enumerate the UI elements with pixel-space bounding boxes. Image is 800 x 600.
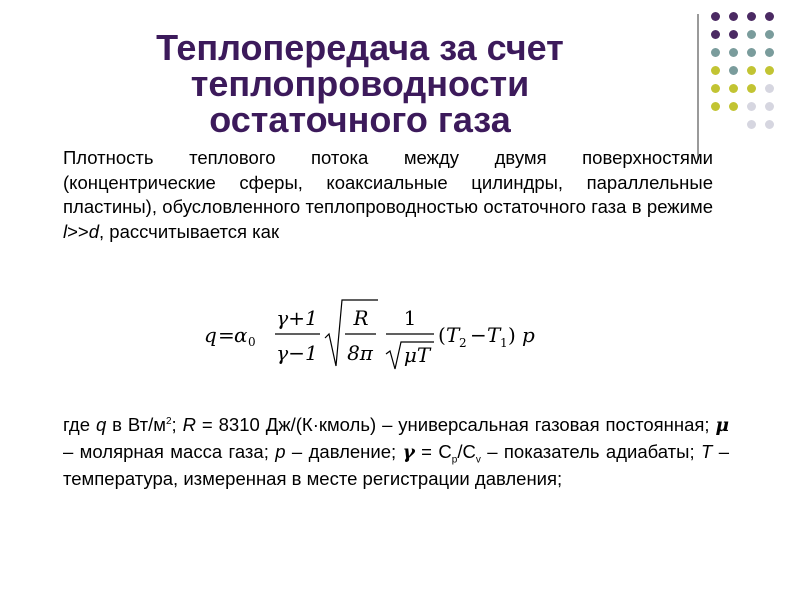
desc-text: ; — [171, 414, 183, 435]
formula-den-8pi: 8π — [347, 341, 373, 365]
formula-paren-close: ) — [508, 323, 516, 347]
desc-subscript-p: p — [451, 454, 458, 466]
decorative-dot — [711, 84, 720, 93]
formula-equals: = — [218, 323, 235, 347]
desc-text: = C — [414, 441, 452, 462]
var-d: d — [88, 220, 100, 242]
decorative-dot — [747, 48, 756, 57]
var-l: l — [63, 220, 68, 242]
decorative-dot — [747, 84, 756, 93]
much-greater-sign: >> — [67, 220, 89, 242]
decorative-dot — [729, 30, 738, 39]
desc-subscript-v: v — [475, 454, 481, 466]
decorative-dot — [747, 120, 756, 129]
desc-text: /C — [457, 441, 476, 462]
heat-flux-formula — [200, 296, 560, 374]
decorative-dot — [729, 48, 738, 57]
desc-superscript: 2 — [165, 415, 172, 427]
formula-T1-sub: 1 — [500, 336, 508, 350]
desc-var-gamma: γ — [402, 442, 415, 463]
formula-den-gamma-minus: γ−1 — [276, 341, 318, 365]
decorative-dot — [711, 66, 720, 75]
desc-text: – давление; — [285, 441, 403, 462]
decorative-dot — [765, 48, 774, 57]
formula-q: q — [204, 323, 217, 347]
formula-p: p — [522, 323, 535, 347]
decorative-dot — [765, 30, 774, 39]
title-line-3: остаточного газа — [209, 99, 511, 140]
variables-description — [63, 412, 729, 492]
desc-var-T: T — [700, 441, 713, 462]
desc-var-mu: μ — [715, 415, 730, 436]
desc-var-p: p — [275, 441, 286, 462]
decorative-dot — [765, 12, 774, 21]
intro-paragraph — [63, 146, 713, 244]
slide-title — [80, 27, 640, 140]
formula-alpha-sub: 0 — [248, 335, 256, 349]
desc-text: – молярная масса газа; — [63, 441, 276, 462]
title-line-1: Теплопередача за счет — [156, 27, 564, 68]
formula-T2: T — [446, 323, 460, 347]
desc-var-q: q — [95, 414, 107, 435]
decorative-dot — [765, 66, 774, 75]
title-line-2: теплопроводности — [190, 63, 530, 104]
intro-text: Плотность теплового потока между двумя поверхностями (концентрические сферы, коаксиальные цилиндры, параллельные пластины), обусловленного теплопроводностью остаточного газа в режиме — [63, 147, 713, 217]
decorative-dot — [747, 30, 756, 39]
desc-text: – температура, измеренная в месте регистрации давления; — [63, 441, 729, 489]
desc-text: в Вт/м — [106, 414, 166, 435]
formula-T2-sub: 2 — [459, 336, 467, 350]
decorative-dot — [711, 30, 720, 39]
decorative-dot — [711, 12, 720, 21]
formula-minus: − — [470, 323, 487, 347]
formula-num-R: R — [353, 306, 369, 330]
decorative-dot — [729, 102, 738, 111]
decorative-vertical-rule — [697, 14, 699, 160]
decorative-dot — [747, 12, 756, 21]
formula-num-one: 1 — [403, 306, 417, 330]
desc-text: = 8310 Дж/(К·кмоль) – универсальная газовая постоянная; — [195, 414, 716, 435]
decorative-dot — [747, 66, 756, 75]
decorative-dot — [729, 84, 738, 93]
desc-text: где — [63, 414, 96, 435]
decorative-dot — [711, 48, 720, 57]
formula-alpha: α — [234, 323, 248, 347]
decorative-dot — [729, 66, 738, 75]
decorative-dot — [747, 102, 756, 111]
intro-text-end: , рассчитывается как — [99, 220, 280, 242]
formula-den-muT: μT — [403, 343, 431, 367]
formula-paren-open: ( — [438, 323, 446, 347]
decorative-dot — [765, 102, 774, 111]
formula-T1: T — [487, 323, 501, 347]
decorative-dot — [765, 120, 774, 129]
decorative-dot — [729, 12, 738, 21]
decorative-dot — [765, 84, 774, 93]
decorative-dot — [711, 102, 720, 111]
desc-var-R: R — [182, 414, 196, 435]
formula-num-gamma-plus: γ+1 — [276, 306, 318, 330]
desc-text: – показатель адиабаты; — [480, 441, 701, 462]
